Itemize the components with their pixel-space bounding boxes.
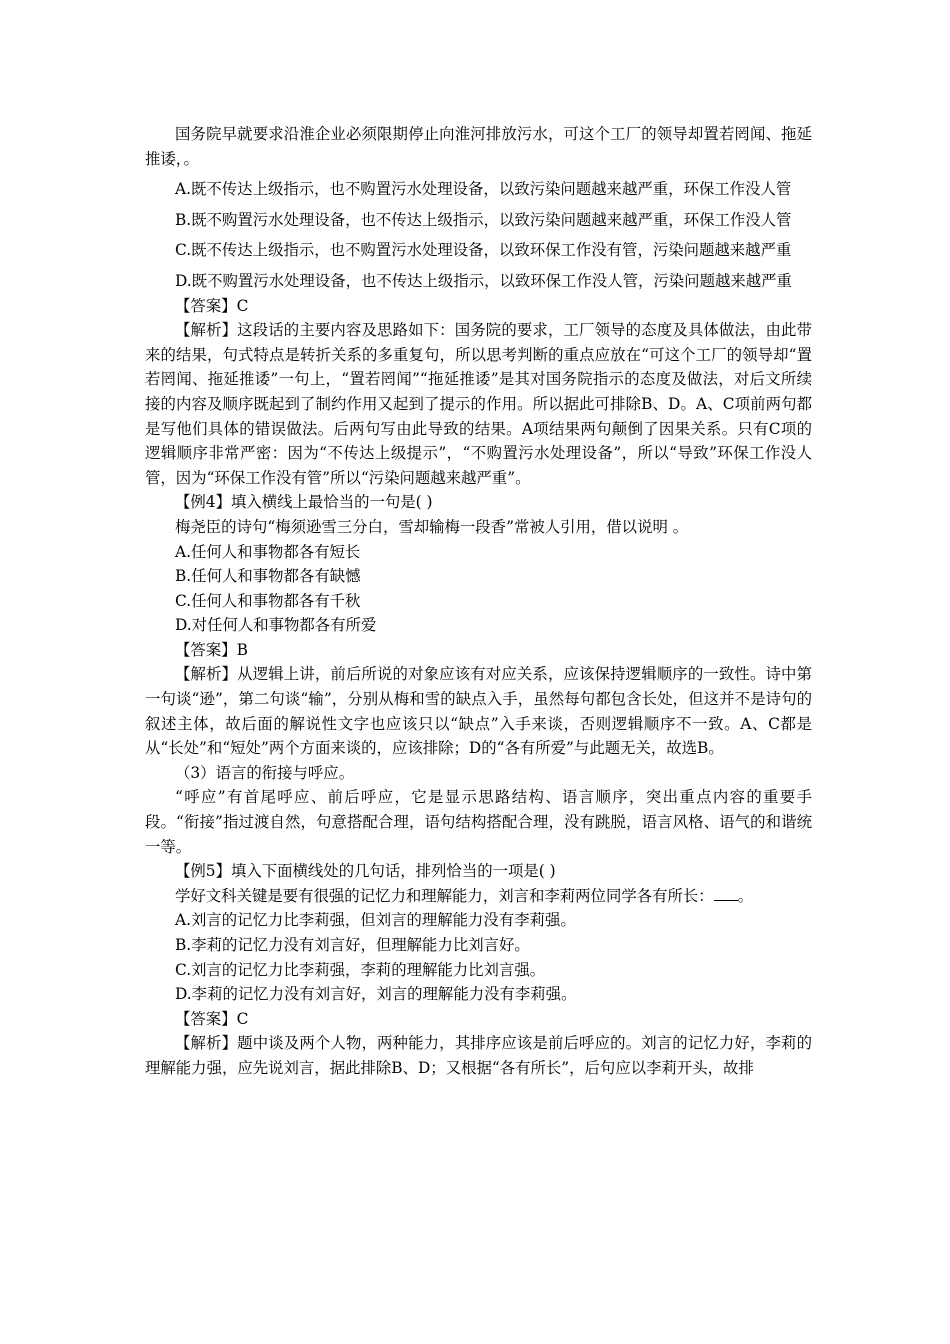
q5-option-d: D.李莉的记忆力没有刘言好，刘言的理解能力没有李莉强。 [175, 985, 577, 1004]
section-3-heading: （3）语言的衔接与呼应。 [175, 763, 355, 782]
q4-analysis: 【解析】从逻辑上讲，前后所说的对象应该有对应关系，应该保持逻辑顺序的一致性。诗中第一句谈“逊”，第二句谈“输”，分别从梅和雪的缺点入手，虽然每句都包含长处，但这并不是诗句的叙述主体，故后面的解说性文字也应该只以“缺点”入手来谈，否则逻辑顺序不一致。A、C都是从“长处”和“短处”两个方面来谈的，应该排除；D的“各有所爱”与此题无关，故选B。 [145, 665, 812, 758]
q5-stem-end: 。 [737, 886, 754, 905]
q4-title: 【例4】填入横线上最恰当的一句是( ) [175, 493, 433, 512]
section-3-body: “呼应”有首尾呼应、前后呼应，它是显示思路结构、语言顺序，突出重点内容的重要手段。“衔接”指过渡自然，句意搭配合理，语句结构搭配合理，没有跳脱，语言风格、语气的和谐统一等。 [145, 788, 812, 856]
q5-stem [145, 884, 812, 909]
q5-option-b: B.李莉的记忆力没有刘言好，但理解能力比刘言好。 [175, 936, 530, 954]
q4-option-c: C.任何人和事物都各有千秋 [175, 591, 361, 610]
q3-answer: 【答案】C [175, 296, 249, 315]
q3-option-d: D.既不购置污水处理设备，也不传达上级指示，以致环保工作没人管，污染问题越来越严重 [175, 271, 792, 290]
q5-answer: 【答案】C [175, 1009, 249, 1028]
q4-option-a: A.任何人和事物都各有短长 [175, 542, 361, 561]
q4-option-d: D.对任何人和事物都各有所爱 [175, 616, 377, 635]
q5-option-a: A.刘言的记忆力比李莉强，但刘言的理解能力没有李莉强。 [175, 911, 576, 930]
q4-stem: 梅尧臣的诗句“梅须逊雪三分白，雪却输梅一段香”常被人引用，借以说明 。 [175, 517, 689, 536]
q3-option-a: A.既不传达上级指示，也不购置污水处理设备，以致污染问题越来越严重，环保工作没人管 [175, 180, 792, 199]
q5-analysis: 【解析】题中谈及两个人物，两种能力，其排序应该是前后呼应的。刘言的记忆力好，李莉的理解能力强，应先说刘言，据此排除B、D；又根据“各有所长”，后句应以李莉开头，故排 [145, 1034, 812, 1077]
q4-option-b: B.任何人和事物都各有缺憾 [175, 567, 361, 586]
document-page [145, 122, 812, 1081]
q5-title: 【例5】填入下面横线处的几句话，排列恰当的一项是( ) [175, 862, 556, 881]
q3-option-b: B.既不购置污水处理设备，也不传达上级指示，以致污染问题越来越严重，环保工作没人管 [175, 210, 792, 229]
q3-stem: 国务院早就要求沿淮企业必须限期停止向淮河排放污水，可这个工厂的领导却置若罔闻、拖延推诿，。 [145, 125, 812, 168]
q3-option-c: C.既不传达上级指示，也不购置污水处理设备，以致环保工作没有管，污染问题越来越严重 [175, 241, 792, 260]
q4-answer: 【答案】B [175, 640, 248, 659]
q3-analysis: 【解析】这段话的主要内容及思路如下：国务院的要求，工厂领导的态度及具体做法，由此带来的结果，句式特点是转折关系的多重复句，所以思考判断的重点应放在“可这个工厂的领导却“置若罔闻、拖延推诿”一句上，“置若罔闻”“拖延推诿”是其对国务院指示的态度及做法，对后文所续接的内容及顺序既起到了制约作用又起到了提示的作用。所以据此可排除B、D。A、C项前两句都是写他们具体的错误做法。后两句写由此导致的结果。A项结果两句颠倒了因果关系。只有C项的逻辑顺序非常严密：因为“不传达上级提示”，“不购置污水处理设备”，所以“导致”环保工作没人管，因为“环保工作没有管”所以“污染问题越来越严重”。 [145, 321, 812, 487]
fill-in-blank [714, 886, 738, 901]
q5-stem-text: 学好文科关键是要有很强的记忆力和理解能力，刘言和李莉两位同学各有所长： [175, 886, 714, 905]
q5-option-c: C.刘言的记忆力比李莉强，李莉的理解能力比刘言强。 [175, 960, 546, 979]
